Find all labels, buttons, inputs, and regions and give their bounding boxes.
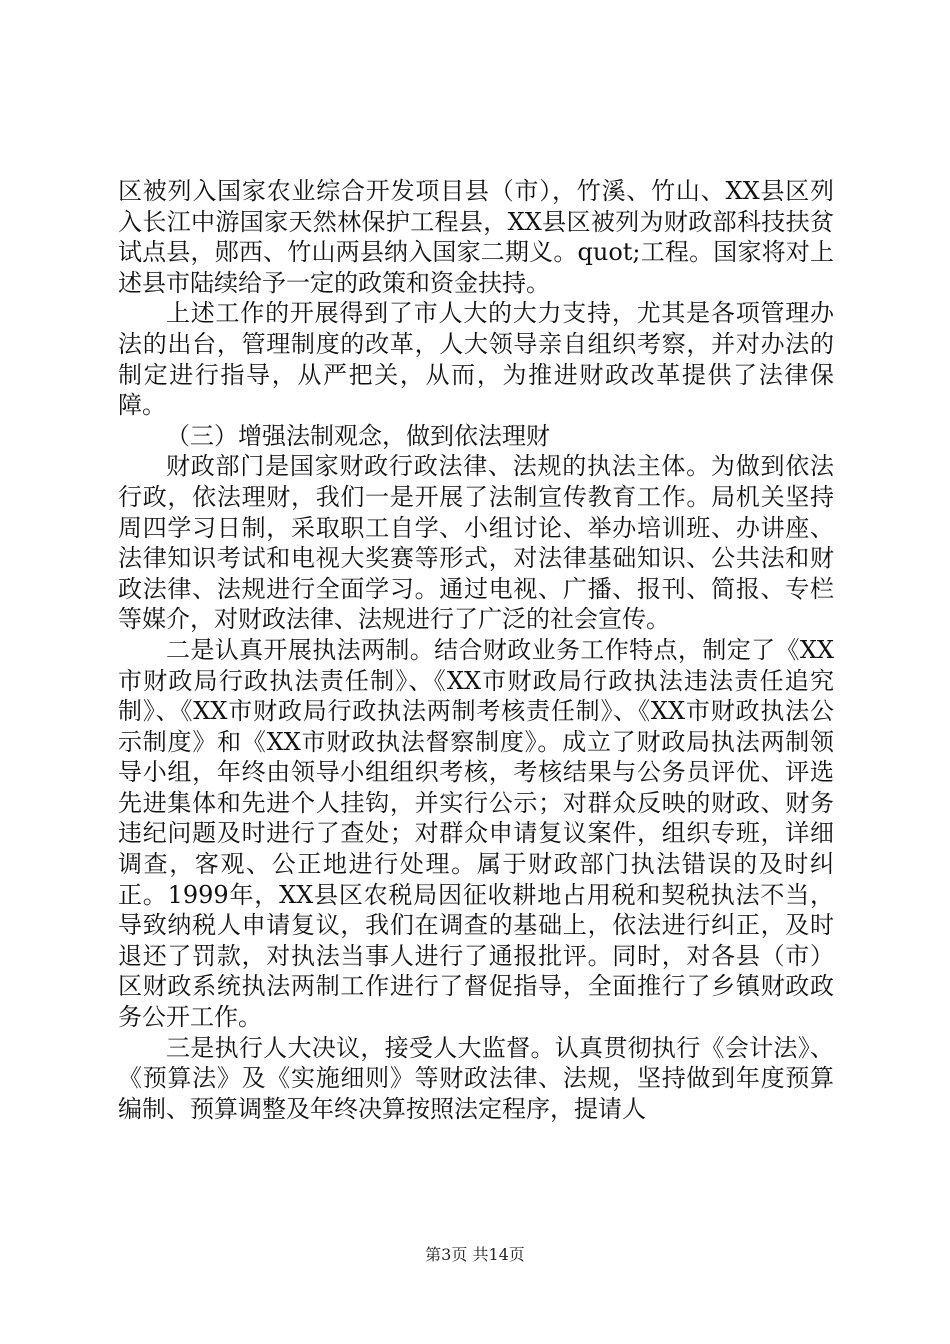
- paragraph-supervision: 三是执行人大决议，接受人大监督。认真贯彻执行《会计法》、《预算法》及《实施细则》等财政法律、法规，坚持做到年度预算编制、预算调整及年终决算按照法定程序，提请人: [118, 1033, 834, 1123]
- document-body: [118, 176, 834, 1124]
- paragraph-continuation: 区被列入国家农业综合开发项目县（市），竹溪、竹山、XX县区列入长江中游国家天然林保护工程县，XX县区被列为财政部科技扶贫试点县，郧西、竹山两县纳入国家二期义。quot;工程。国家将对上述县市陆续给予一定的政策和资金扶持。: [118, 177, 834, 297]
- paragraph-support: 上述工作的开展得到了市人大的大力支持，尤其是各项管理办法的出台，管理制度的改革，人大领导亲自组织考察，并对办法的制定进行指导，从严把关，从而，为推进财政改革提供了法律保障。: [118, 299, 834, 420]
- page-footer: 第3页 共14页: [425, 1245, 525, 1264]
- paragraph-legal-education: 财政部门是国家财政行政法律、法规的执法主体。为做到依法行政，依法理财，我们一是开展了法制宣传教育工作。局机关坚持周四学习日制，采取职工自学、小组讨论、举办培训班、办讲座、法律知识考试和电视大奖赛等形式，对法律基础知识、公共法和财政法律、法规进行全面学习。通过电视、广播、报刊、简报、专栏等媒介，对财政法律、法规进行了广泛的社会宣传。: [118, 452, 834, 634]
- paragraph-enforcement: 二是认真开展执法两制。结合财政业务工作特点，制定了《XX市财政局行政执法责任制》、《XX市财政局行政执法违法责任追究制》、《XX市财政局行政执法两制考核责任制》、《XX市财政执法公示制度》和《XX市财政执法督察制度》。成立了财政局执法两制领导小组，年终由领导小组组织考核，考核结果与公务员评优、评选先进集体和先进个人挂钩，并实行公示；对群众反映的财政、财务违纪问题及时进行了查处；对群众申请复议案件，组织专班，详细调查，客观、公正地进行处理。属于财政部门执法错误的及时纠正。1999年，XX县区农税局因征收耕地占用税和契税执法不当，导致纳税人申请复议，我们在调查的基础上，依法进行纠正，及时退还了罚款，对执法当事人进行了通报批评。同时，对各县（市）区财政系统执法两制工作进行了督促指导，全面推行了乡镇财政政务公开工作。: [118, 635, 834, 1032]
- section-heading: （三）增强法制观念，做到依法理财: [166, 421, 550, 450]
